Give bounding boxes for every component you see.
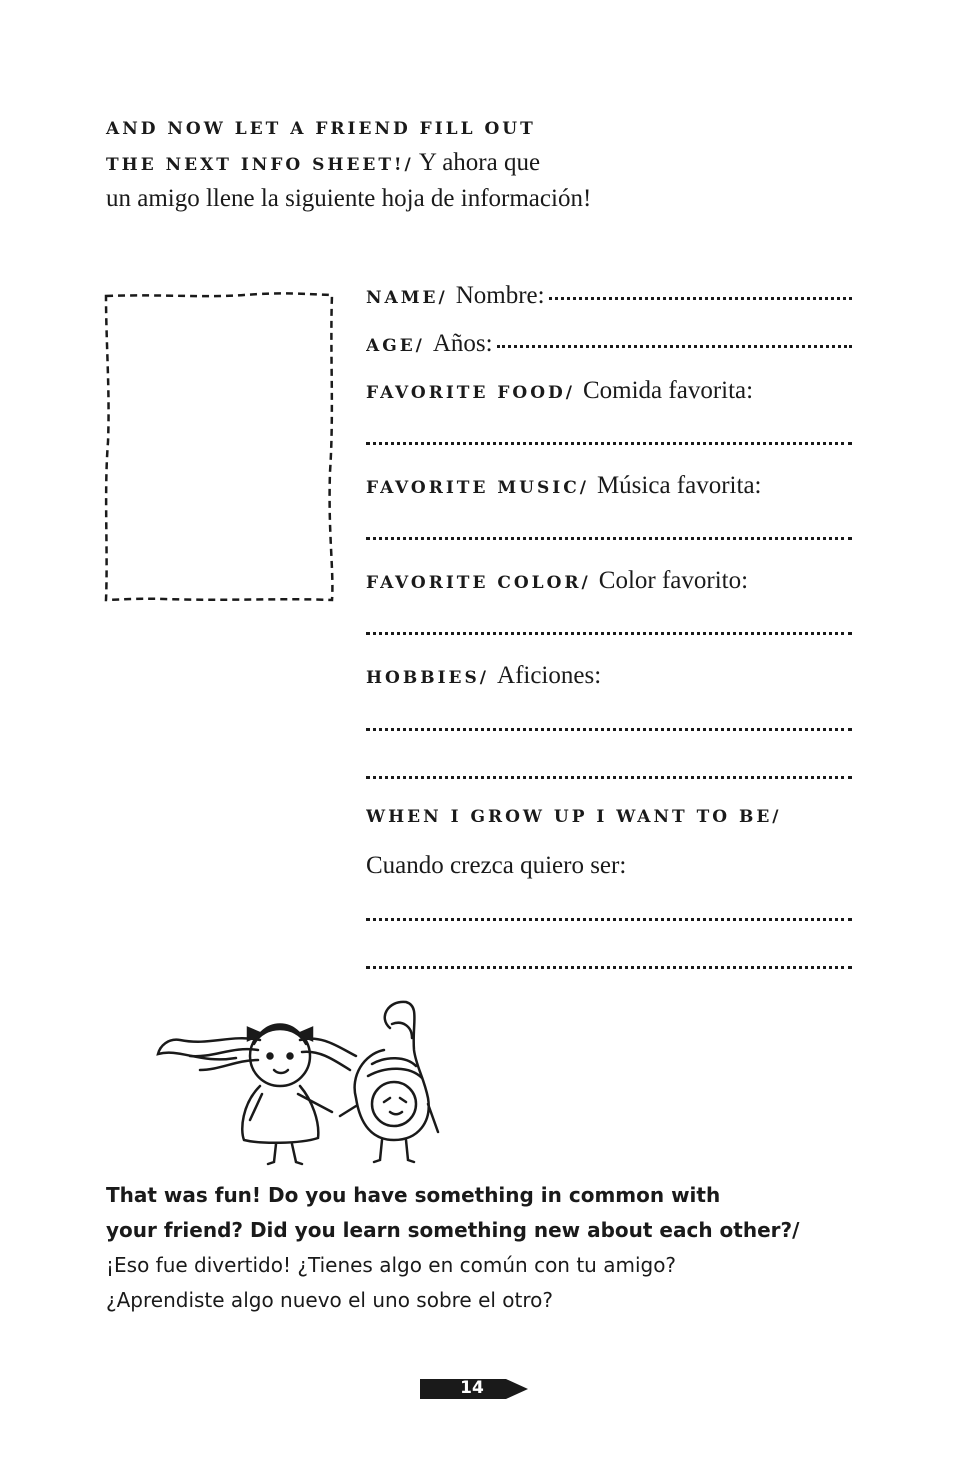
name-line[interactable]: [549, 297, 852, 300]
grow-row: [366, 807, 852, 843]
closing-text: [106, 1178, 866, 1318]
closing-regular-1: ¡Eso fue divertido! ¿Tienes algo en común con tu amigo?: [106, 1253, 677, 1277]
food-label-es: Comida favorita:: [582, 377, 754, 404]
grow-line-1[interactable]: [366, 918, 852, 921]
age-line[interactable]: [497, 345, 852, 348]
hobbies-label-es: Aficiones:: [497, 662, 602, 689]
age-row[interactable]: [366, 330, 852, 366]
color-label-en: FAVORITE COLOR/: [366, 573, 591, 593]
page-number: 14: [460, 1378, 484, 1398]
music-line[interactable]: [366, 537, 852, 540]
hobbies-line-2[interactable]: [366, 776, 852, 779]
friends-illustration: [150, 994, 450, 1166]
food-row: [366, 377, 852, 413]
grow-row-es: [366, 852, 852, 888]
intro-line-3: un amigo llene la siguiente hoja de información!: [106, 185, 592, 212]
hobbies-line-1[interactable]: [366, 728, 852, 731]
music-label-es: Música favorita:: [596, 472, 762, 499]
grow-label-es: Cuando crezca quiero ser:: [366, 852, 627, 879]
name-label-es: Nombre:: [455, 282, 545, 309]
intro-line-2-caps: THE NEXT INFO SHEET!/: [106, 155, 414, 175]
photo-frame[interactable]: [104, 292, 334, 602]
closing-bold-2: your friend? Did you learn something new about each other?/: [106, 1218, 800, 1242]
intro-line-2-rest: Y ahora que: [418, 149, 541, 176]
music-label-en: FAVORITE MUSIC/: [366, 478, 589, 498]
name-label-en: NAME/: [366, 288, 448, 308]
closing-regular-2: ¿Aprendiste algo nuevo el uno sobre el otro?: [106, 1288, 554, 1312]
color-row: [366, 567, 852, 603]
music-row: [366, 472, 852, 508]
color-line[interactable]: [366, 632, 852, 635]
food-line[interactable]: [366, 442, 852, 445]
intro-line-1: AND NOW LET A FRIEND FILL OUT: [106, 119, 536, 139]
hobbies-label-en: HOBBIES/: [366, 668, 490, 688]
food-label-en: FAVORITE FOOD/: [366, 383, 575, 403]
closing-bold-1: That was fun! Do you have something in common with: [106, 1183, 721, 1207]
intro-heading: [106, 112, 726, 218]
age-label-en: AGE/: [366, 336, 425, 356]
grow-line-2[interactable]: [366, 966, 852, 969]
color-label-es: Color favorito:: [598, 567, 749, 594]
name-row[interactable]: [366, 282, 852, 318]
hobbies-row: [366, 662, 852, 698]
grow-label-en: WHEN I GROW UP I WANT TO BE/: [366, 807, 782, 827]
age-label-es: Años:: [432, 330, 493, 357]
